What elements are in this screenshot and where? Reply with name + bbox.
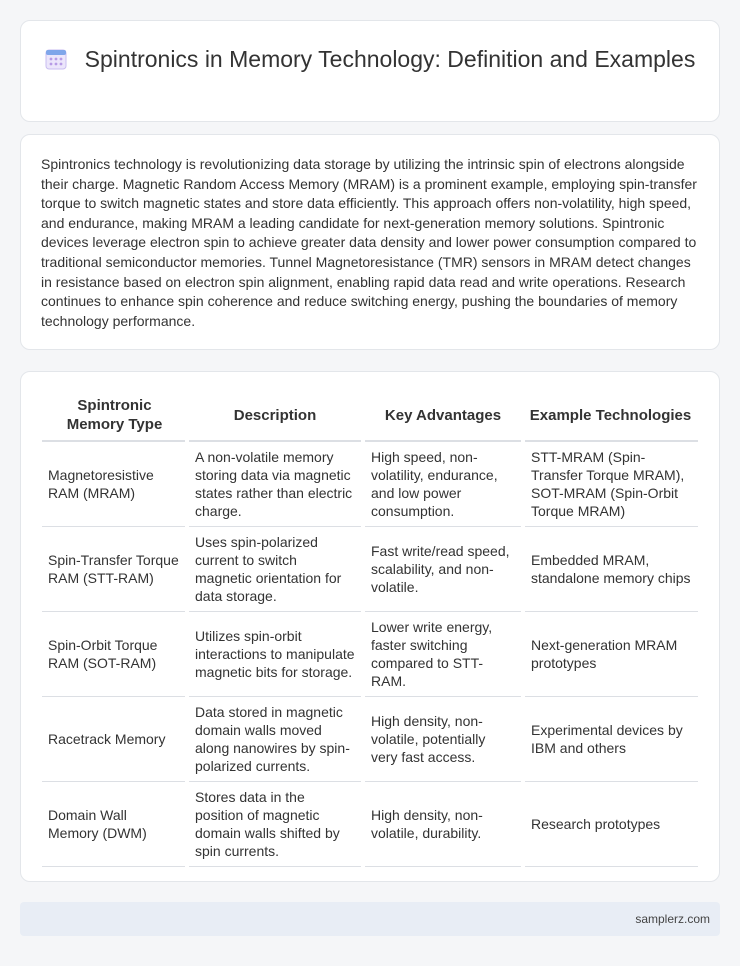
table-cell: Domain Wall Memory (DWM) [42, 781, 187, 866]
table-cell: Fast write/read speed, scalability, and non-volatile. [363, 526, 523, 611]
page-title-text: Spintronics in Memory Technology: Definition and Examples [84, 46, 696, 72]
table-card [20, 371, 720, 882]
table-row [42, 696, 698, 781]
table-cell: Magnetoresistive RAM (MRAM) [42, 441, 187, 526]
title-card [20, 20, 720, 122]
intro-paragraph: Spintronics technology is revolutionizing data storage by utilizing the intrinsic spin of electrons alongside their charge. Magnetic Random Access Memory (MRAM) is a prominent example, employing spin-transfer torque to switch magnetic states and store data efficiently. This approach offers non-volatility, high speed, and endurance, making MRAM a leading candidate for next-generation memory solutions. Spintronic devices leverage electron spin to achieve greater data density and lower power consumption compared to traditional semiconductor memories. Tunnel Magnetoresistance (TMR) sensors in MRAM detect changes in resistance based on electron spin alignment, enabling rapid data read and write operations. Research continues to enhance spin coherence and reduce switching energy, pushing the boundaries of memory technology performance. [41, 156, 697, 329]
table-cell: Racetrack Memory [42, 696, 187, 781]
table-cell: High density, non-volatile, potentially very fast access. [363, 696, 523, 781]
table-cell: Next-generation MRAM prototypes [523, 611, 698, 696]
table-cell: Lower write energy, faster switching compared to STT-RAM. [363, 611, 523, 696]
table-cell: Stores data in the position of magnetic domain walls shifted by spin currents. [187, 781, 363, 866]
page-title [21, 45, 719, 74]
table-cell: A non-volatile memory storing data via magnetic states rather than electric charge. [187, 441, 363, 526]
table-row [42, 441, 698, 526]
table-header-row [42, 392, 698, 441]
spintronic-memory-table [42, 392, 698, 867]
footer-site-link[interactable]: samplerz.com [635, 912, 710, 926]
calendar-icon [45, 48, 67, 70]
footer-bar [20, 902, 720, 936]
column-header: Description [187, 392, 363, 441]
intro-card [20, 134, 720, 350]
table-cell: Utilizes spin-orbit interactions to manipulate magnetic bits for storage. [187, 611, 363, 696]
table-cell: STT-MRAM (Spin-Transfer Torque MRAM), SOT-MRAM (Spin-Orbit Torque MRAM) [523, 441, 698, 526]
column-header: Example Technologies [523, 392, 698, 441]
table-cell: Experimental devices by IBM and others [523, 696, 698, 781]
table-row [42, 611, 698, 696]
table-cell: High density, non-volatile, durability. [363, 781, 523, 866]
table-row [42, 526, 698, 611]
table-cell: Data stored in magnetic domain walls moved along nanowires by spin-polarized currents. [187, 696, 363, 781]
column-header: Key Advantages [363, 392, 523, 441]
table-cell: High speed, non-volatility, endurance, and low power consumption. [363, 441, 523, 526]
column-header: Spintronic Memory Type [42, 392, 187, 441]
table-cell: Spin-Orbit Torque RAM (SOT-RAM) [42, 611, 187, 696]
table-row [42, 781, 698, 866]
table-cell: Embedded MRAM, standalone memory chips [523, 526, 698, 611]
table-cell: Uses spin-polarized current to switch magnetic orientation for data storage. [187, 526, 363, 611]
table-cell: Research prototypes [523, 781, 698, 866]
table-cell: Spin-Transfer Torque RAM (STT-RAM) [42, 526, 187, 611]
